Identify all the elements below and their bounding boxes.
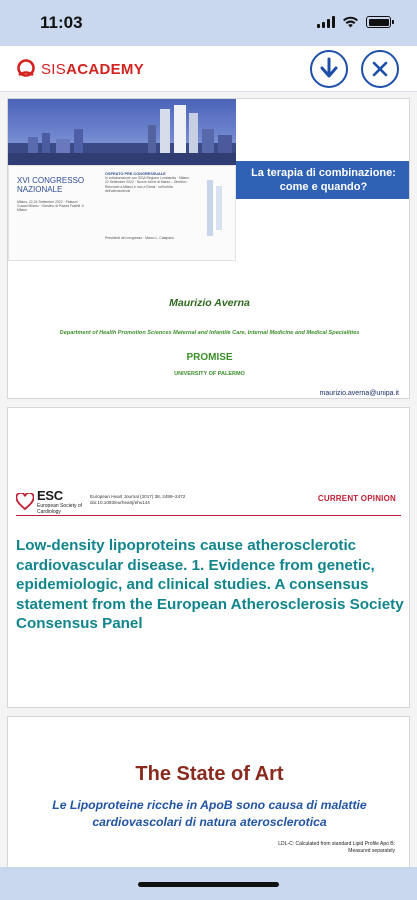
slide-3[interactable]	[7, 716, 410, 867]
lipoprotein-particles-illustration	[8, 859, 410, 867]
slide-banner-title: La terapia di combinazione: come e quando?	[236, 161, 410, 199]
esc-logo-subtext: European Society of Cardiology	[37, 503, 83, 515]
congress-card-details	[105, 172, 191, 193]
cellular-signal-icon	[317, 16, 335, 28]
logo-text-academy: ACADEMY	[66, 60, 145, 78]
slide-1[interactable]	[7, 98, 410, 399]
app-header	[0, 46, 417, 92]
congress-card-details-heading: OSPRATO PRE-CONGRESSUALE	[105, 172, 166, 176]
slide-2[interactable]	[7, 407, 410, 708]
status-icons	[317, 16, 391, 28]
download-button[interactable]	[310, 50, 348, 88]
author-name: Maurizio Averna	[169, 297, 250, 309]
status-time: 11:03	[40, 13, 83, 32]
author-department: Department of Health Promotion Sciences Maternal and Infantile Care, Internal Medicine and Medical Specialities	[59, 330, 360, 336]
esc-heart-icon	[16, 493, 34, 510]
current-opinion-badge: CURRENT OPINION	[317, 494, 396, 503]
bottom-bar	[0, 867, 417, 900]
slide-title: The State of Art	[135, 763, 284, 785]
sisa-logo-icon	[15, 59, 37, 79]
download-icon	[318, 57, 340, 81]
logo-text-sis: SIS	[41, 60, 67, 78]
university-label: UNIVERSITY OF PALERMO	[174, 371, 245, 377]
author-email: maurizio.averna@unipa.it	[319, 390, 399, 397]
esc-logo-text: ESC	[37, 488, 63, 503]
home-indicator[interactable]	[138, 882, 279, 887]
slide-note: LDL-C: Calculated from standard Lipid Profile Apo B: Measured separately	[278, 841, 395, 854]
slide-subtitle: Le Lipoproteine ricche in ApoB sono causa di malattie cardiovascolari di natura aterosclerotica	[52, 798, 367, 829]
congress-card	[8, 165, 236, 261]
congress-card-title: XVI CONGRESSO NAZIONALE	[17, 176, 85, 194]
journal-citation: European Heart Journal (2017) 38, 2459–2472 doi:10.1093/eurheartj/ehx144	[90, 494, 186, 505]
close-button[interactable]	[361, 50, 399, 88]
esc-logo	[16, 488, 97, 515]
document-viewer[interactable]	[0, 92, 417, 867]
congress-card-subtitle: Milano, 22-24 Settembre 2022 · Palazzo Cusani Milano · Giardino di Piazza Fratelli Ji Milano	[17, 200, 84, 213]
congress-card-details-body: In collaborazione con SISA Regione Lombardia · Milano 22 Settembre 2022 · Nuove forme di Marzo – Direttivo · Ritrovarsi a Milano e non a Roma · nell'orbita dell'aterosclerosi	[105, 176, 190, 193]
promise-label: PROMISE	[186, 352, 233, 363]
wifi-icon	[342, 16, 359, 28]
sisacademy-logo	[15, 59, 144, 79]
milan-skyline-image	[8, 99, 236, 165]
battery-icon	[366, 16, 391, 28]
article-title: Low-density lipoproteins cause atherosclerotic cardiovascular disease. 1. Evidence from genetic, epidemiologic, and clinical studies. A consensus statement from the European Atherosclerosis Society Consensus Panel	[16, 537, 404, 632]
congress-card-footer: Presidenti del congresso · Marco L. Catapano	[105, 236, 174, 240]
logo-text	[41, 61, 144, 78]
congress-vertical-logo	[205, 180, 225, 236]
status-bar	[0, 0, 417, 46]
close-icon	[371, 60, 389, 78]
divider	[16, 515, 401, 516]
